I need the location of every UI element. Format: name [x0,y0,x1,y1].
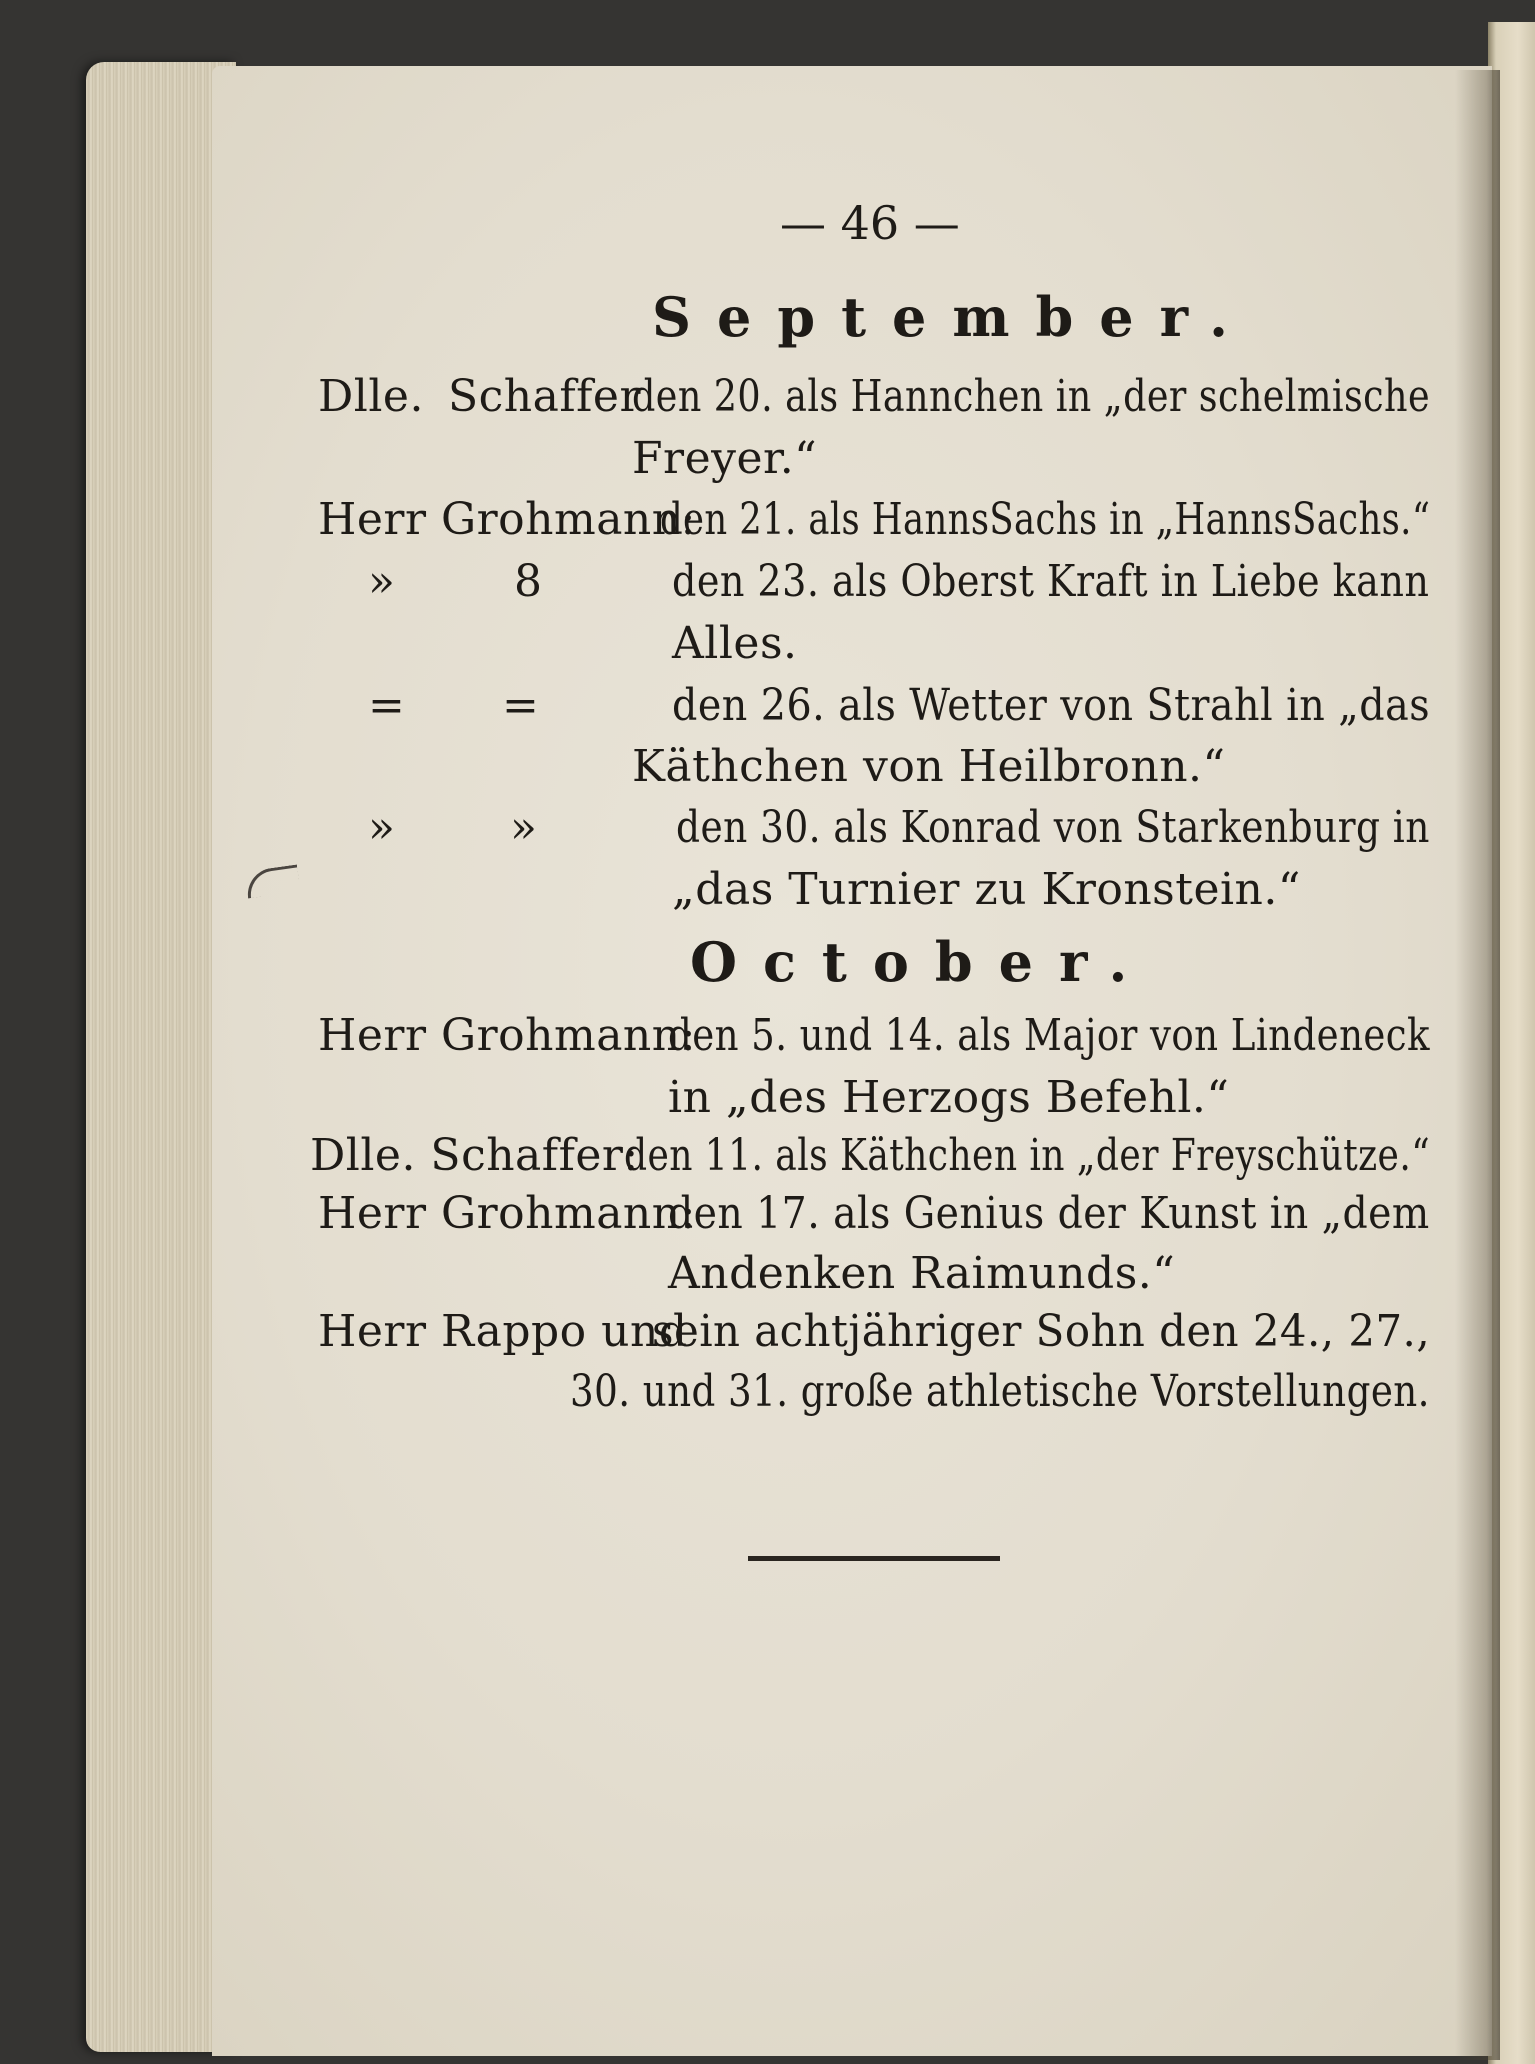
month-heading-october: October. [690,930,1154,994]
ditto-mark: » [368,802,396,853]
entry-col1: Dlle. [318,371,424,422]
ditto-mark: = [368,680,406,731]
entry-text-continued: Käthchen von Heilbronn.“ [632,741,1226,792]
ditto-mark: » [368,556,396,607]
entry-text-continued: 30. und 31. große athletische Vorstellungen. [570,1366,1430,1417]
page-number: — 46 — [780,196,960,250]
entry-col1: Herr Grohmann: [318,1010,696,1061]
closing-rule [748,1556,1000,1561]
entry-text-continued: in „des Herzogs Befehl.“ [668,1072,1230,1123]
entry-text: den 5. und 14. als Major von Lindeneck [668,1010,1430,1061]
entry-text-continued: Freyer.“ [632,433,818,484]
entry-text-continued: Alles. [672,618,798,669]
entry-text: den 20. als Hannchen in „der schelmische [632,371,1431,422]
entry-text: den 26. als Wetter von Strahl in „das [672,680,1431,731]
entry-text-continued: „das Turnier zu Kronstein.“ [672,864,1301,915]
entry-text: den 21. als HannsSachs in „HannsSachs.“ [660,494,1431,545]
entry-col1: Herr Grohmann: [318,1188,696,1239]
entry-col2: Schaffer [448,371,641,422]
entry-col1: Herr Rappo und [318,1306,688,1357]
ditto-mark: = [502,680,540,731]
ditto-mark: » [510,802,538,853]
entry-text: den 23. als Oberst Kraft in Liebe kann [672,556,1430,607]
entry-col1: Dlle. Schaffer: [310,1130,639,1181]
entry-text: sein achtjähriger Sohn den 24., 27., [652,1306,1431,1357]
entry-text: den 30. als Konrad von Starkenburg in [676,802,1430,853]
entry-text-continued: Andenken Raimunds.“ [668,1248,1176,1299]
month-heading-september: September. [652,285,1254,349]
ditto-mark: 8 [514,556,543,607]
entry-text: den 17. als Genius der Kunst in „dem [668,1188,1430,1239]
entry-text: den 11. als Käthchen in „der Freyschütze.“ [624,1130,1431,1181]
entry-col1: Herr Grohmann: [318,494,696,545]
